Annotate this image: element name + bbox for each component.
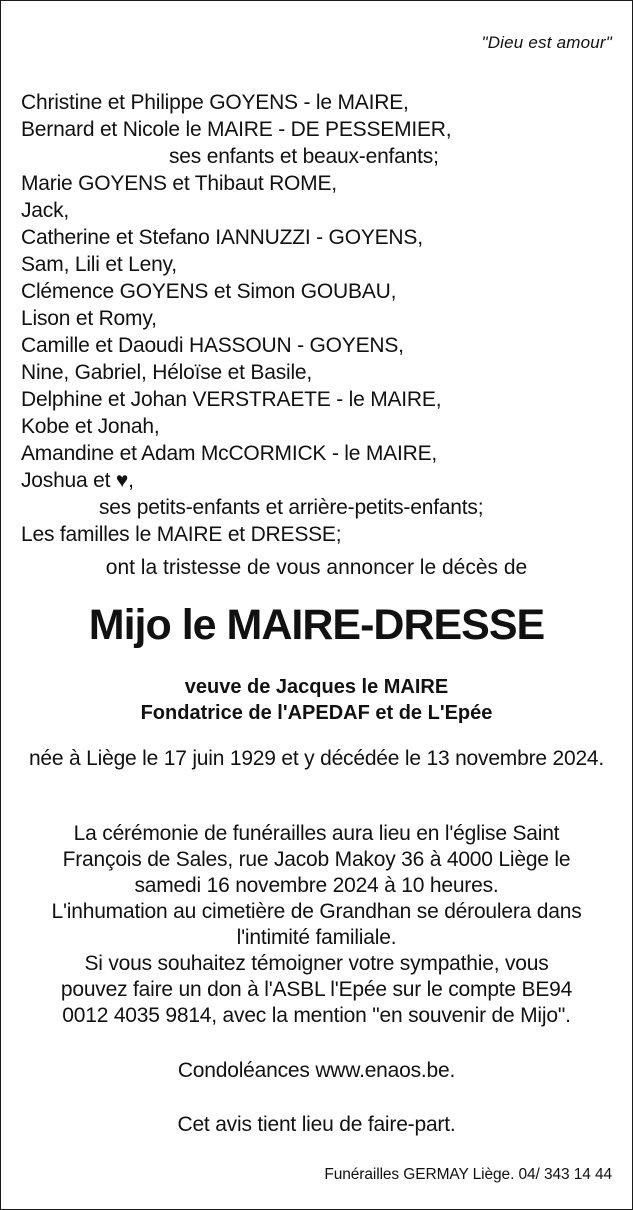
ceremony-line: 0012 4035 9814, avec la mention "en souvenir de Mijo".	[62, 1004, 571, 1027]
family-line: Christine et Philippe GOYENS - le MAIRE,	[21, 91, 409, 114]
widow-of-line: veuve de Jacques le MAIRE	[184, 676, 449, 698]
family-line: Amandine et Adam McCORMICK - le MAIRE,	[21, 442, 438, 465]
deceased-name: Mijo le MAIRE-DRESSE	[88, 601, 545, 649]
condolences-text: Condoléances www.enaos.be.	[177, 1059, 456, 1082]
ceremony-line: samedi 16 novembre 2024 à 10 heures.	[134, 874, 499, 897]
family-line: Clémence GOYENS et Simon GOUBAU,	[21, 280, 397, 303]
founder-line: Fondatrice de l'APEDAF et de L'Epée	[140, 702, 493, 724]
family-list	[21, 89, 621, 548]
deceased-subtitle	[1, 674, 632, 726]
family-line: Sam, Lili et Leny,	[21, 253, 177, 276]
birth-death-text: née à Liège le 17 juin 1929 et y décédée le 13 novembre 2024.	[28, 747, 605, 770]
faire-part-text: Cet avis tient lieu de faire-part.	[177, 1113, 456, 1136]
ceremony-line: Si vous souhaitez témoigner votre sympathie, vous	[84, 952, 549, 975]
family-line: Jack,	[21, 199, 70, 222]
family-line: Lison et Romy,	[21, 307, 157, 330]
family-line: Catherine et Stefano IANNUZZI - GOYENS,	[21, 226, 423, 249]
family-line: Camille et Daoudi HASSOUN - GOYENS,	[21, 334, 404, 357]
funeral-home-footer: Funérailles GERMAY Liège. 04/ 343 14 44	[324, 1166, 612, 1183]
motto: "Dieu est amour"	[481, 33, 612, 52]
announcement	[1, 556, 632, 580]
ceremony-line: l'intimité familiale.	[236, 926, 397, 949]
family-line: ses enfants et beaux-enfants;	[169, 145, 439, 168]
family-line: Marie GOYENS et Thibaut ROME,	[21, 172, 337, 195]
family-line: Nine, Gabriel, Héloïse et Basile,	[21, 361, 313, 384]
ceremony-line: L'inhumation au cimetière de Grandhan se déroulera dans	[51, 900, 582, 923]
family-line: Delphine et Johan VERSTRAETE - le MAIRE,	[21, 388, 442, 411]
family-line: ses petits-enfants et arrière-petits-enfants;	[99, 496, 484, 519]
announcement-text: ont la tristesse de vous annoncer le décès de	[105, 556, 528, 579]
family-line: Kobe et Jonah,	[21, 415, 160, 438]
ceremony-details	[19, 821, 614, 1029]
family-line: Bernard et Nicole le MAIRE - DE PESSEMIER,	[21, 118, 452, 141]
ceremony-line: François de Sales, rue Jacob Makoy 36 à 4000 Liège le	[62, 848, 571, 871]
ceremony-line: pouvez faire un don à l'ASBL l'Epée sur le compte BE94	[60, 978, 573, 1001]
ceremony-line: La cérémonie de funérailles aura lieu en l'église Saint	[73, 822, 560, 845]
family-line: Les familles le MAIRE et DRESSE;	[21, 523, 342, 546]
family-line: Joshua et ♥,	[21, 469, 134, 492]
